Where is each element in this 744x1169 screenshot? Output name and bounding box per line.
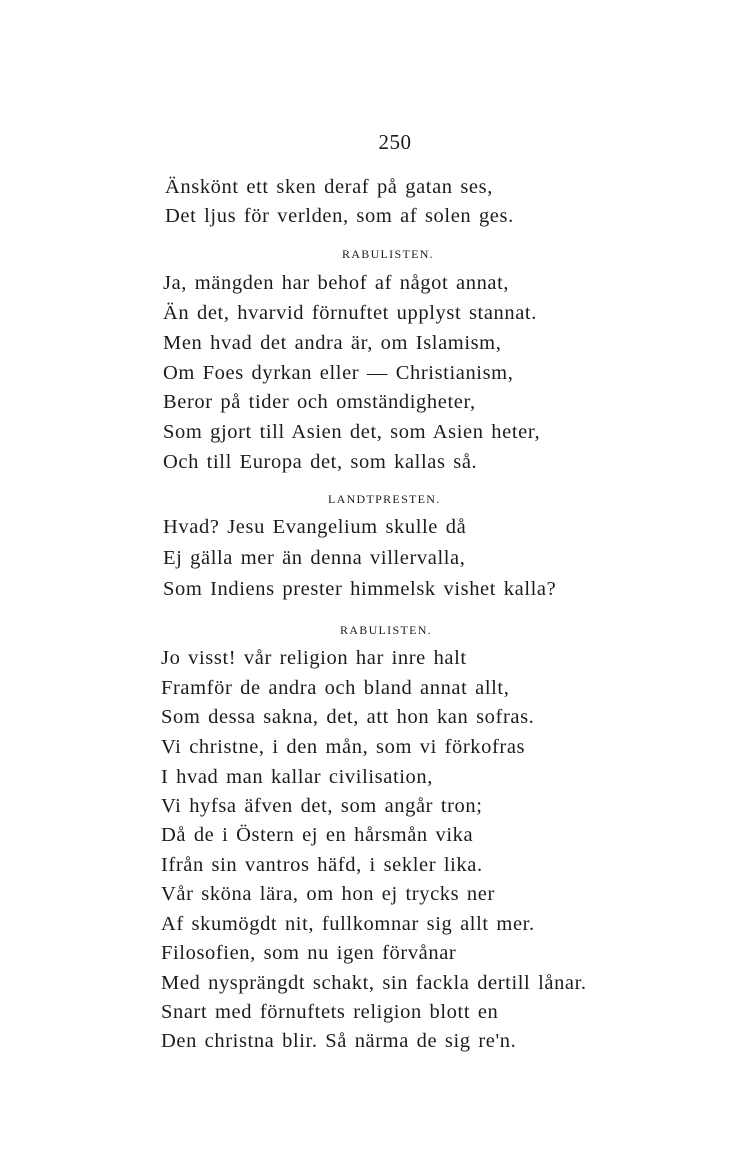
speaker-name: LANDTPRESTEN. (328, 492, 441, 506)
verse-line: Än det, hvarvid förnuftet upplyst stannat. (163, 302, 537, 324)
verse-line: Som Indiens prester himmelsk vishet kalla? (163, 578, 557, 600)
verse-line: Framför de andra och bland annat allt, (161, 677, 510, 699)
verse-line: Ja, mängden har behof af något annat, (163, 272, 510, 294)
verse-line: Som gjort till Asien det, som Asien heter, (163, 421, 541, 443)
verse-line: Vi hyfsa äfven det, som angår tron; (161, 795, 483, 817)
verse-line: Om Foes dyrkan eller — Christianism, (163, 362, 514, 384)
verse-line: Snart med förnuftets religion blott en (161, 1001, 499, 1023)
verse-line: Ifrån sin vantros häfd, i sekler lika. (161, 854, 483, 876)
verse-line: Då de i Östern ej en hårsmån vika (161, 824, 474, 846)
verse-line: Hvad? Jesu Evangelium skulle då (163, 516, 467, 538)
speaker-name: RABULISTEN. (340, 623, 432, 637)
verse-line: Vår sköna lära, om hon ej trycks ner (161, 883, 495, 905)
verse-line: Med nysprängdt schakt, sin fackla dertill lånar. (161, 972, 587, 994)
verse-line: Ej gälla mer än denna villervalla, (163, 547, 466, 569)
verse-line: Beror på tider och omständigheter, (163, 391, 476, 413)
speaker-name: RABULISTEN. (342, 247, 434, 261)
verse-line: Det ljus för verlden, som af solen ges. (165, 205, 514, 227)
verse-line: Men hvad det andra är, om Islamism, (163, 332, 502, 354)
verse-line: Vi christne, i den mån, som vi förkofras (161, 736, 526, 758)
verse-line: Som dessa sakna, det, att hon kan sofras. (161, 706, 535, 728)
verse-line: Och till Europa det, som kallas så. (163, 451, 478, 473)
verse-line: Af skumögdt nit, fullkomnar sig allt mer. (161, 913, 535, 935)
verse-line: Filosofien, som nu igen förvånar (161, 942, 457, 964)
verse-line: Änskönt ett sken deraf på gatan ses, (165, 176, 493, 198)
page-number: 250 (378, 130, 412, 154)
verse-line: Jo visst! vår religion har inre halt (161, 647, 467, 669)
verse-line: Den christna blir. Så närma de sig re'n. (161, 1030, 517, 1052)
verse-line: I hvad man kallar civilisation, (161, 766, 433, 788)
